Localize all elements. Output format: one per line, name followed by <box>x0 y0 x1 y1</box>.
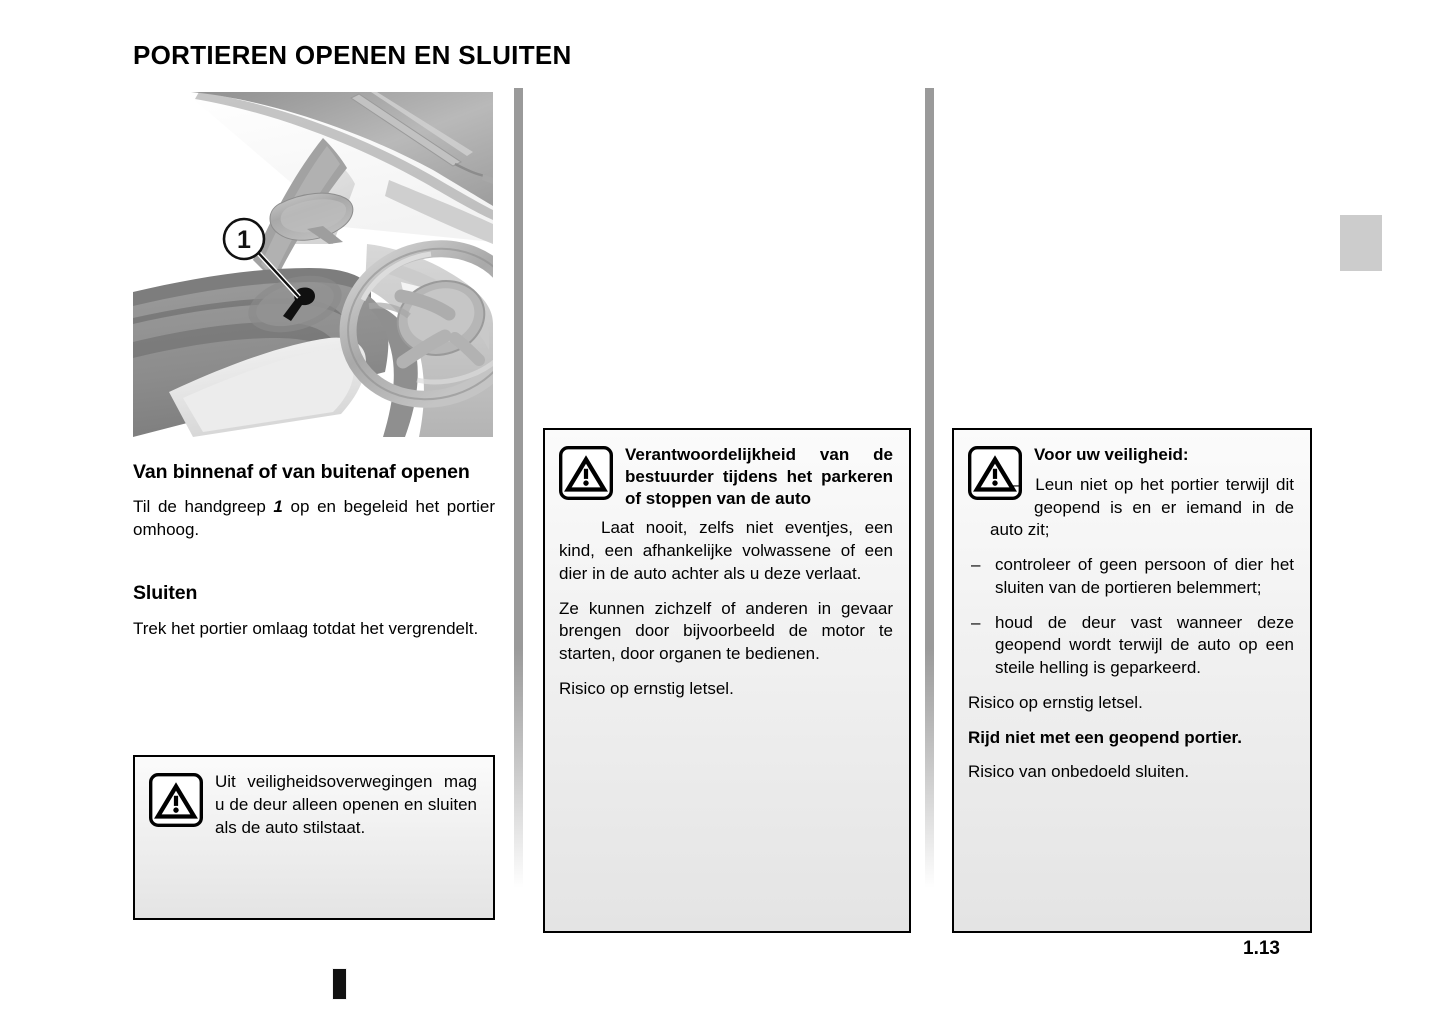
warning-header-driver-responsibility <box>559 444 893 509</box>
paragraph-lift-handle <box>133 496 495 541</box>
heading-open-from-inside-or-outside: Van binnenaf of van buitenaf openen <box>133 461 470 483</box>
bottom-print-marker <box>332 968 347 1000</box>
warning-title-driver-responsibility: Verantwoordelijkheid van de bestuurder tijdens het parkeren of stoppen van de auto <box>625 445 893 508</box>
warning-paragraph-unintended-closing: Risico van onbedoeld sluiten. <box>968 762 1190 782</box>
column-divider-right <box>925 88 934 888</box>
column-divider-left <box>514 88 523 888</box>
page-title: PORTIEREN OPENEN EN SLUITEN <box>133 40 572 70</box>
paragraph-closing: Trek het portier omlaag totdat het vergrendelt. <box>133 618 479 638</box>
left-column <box>133 460 495 640</box>
warning-bullet-3: – houd de deur vast wanneer deze geopend wordt terwijl de auto op een steile helling is geparkeerd. <box>968 612 1294 680</box>
chapter-edge-tab <box>1340 215 1382 271</box>
warning-paragraph-serious-injury: Risico op ernstig letsel. <box>559 678 734 698</box>
warning-text-safety-stationary: Uit veiligheidsoverwegingen mag u de deur alleen openen en sluiten als de auto stilstaat. <box>215 772 477 837</box>
warning-paragraph-do-not-drive: Rijd niet met een geopend portier. <box>968 727 1242 747</box>
warning-header-for-your-safety <box>968 444 1294 542</box>
warning-paragraph-serious-injury: Risico op ernstig letsel. <box>968 692 1143 712</box>
warning-bullet-1: – Leun niet op het portier terwijl dit geopend is en er iemand in de auto zit; <box>968 474 1294 542</box>
car-door-illustration <box>133 92 493 437</box>
warning-triangle-icon <box>559 446 613 500</box>
heading-closing: Sluiten <box>133 582 198 605</box>
warning-bullet-list <box>968 554 1294 680</box>
figure-callout-1: 1 <box>237 226 251 254</box>
warning-title-for-your-safety: Voor uw veiligheid: <box>1034 445 1189 464</box>
warning-paragraph-danger: Ze kunnen zichzelf of anderen in gevaar brengen door bijvoorbeeld de motor te starten, door organen te bedienen. <box>559 598 893 664</box>
paragraph-lift-handle-post: op en begeleid het portier omhoog. <box>133 497 495 539</box>
warning-paragraph-never-leave: Laat nooit, zelfs niet eventjes, een kind, een afhankelijke volwassene of een dier in de auto achter als u deze verlaat. <box>559 518 893 583</box>
warning-triangle-icon <box>149 773 203 827</box>
warning-box-safety-stationary <box>133 755 495 920</box>
page-number: 1.13 <box>1243 938 1280 959</box>
paragraph-lift-handle-pre: Til de handgreep <box>133 497 274 517</box>
figure-door-interior <box>133 92 493 437</box>
section-spacer <box>133 541 495 581</box>
warning-bullet-2: – controleer of geen persoon of dier het sluiten van de portieren belemmert; <box>968 554 1294 600</box>
warning-box-driver-responsibility <box>543 428 911 933</box>
warning-box-for-your-safety <box>952 428 1312 933</box>
handle-number-reference: 1 <box>273 497 283 517</box>
